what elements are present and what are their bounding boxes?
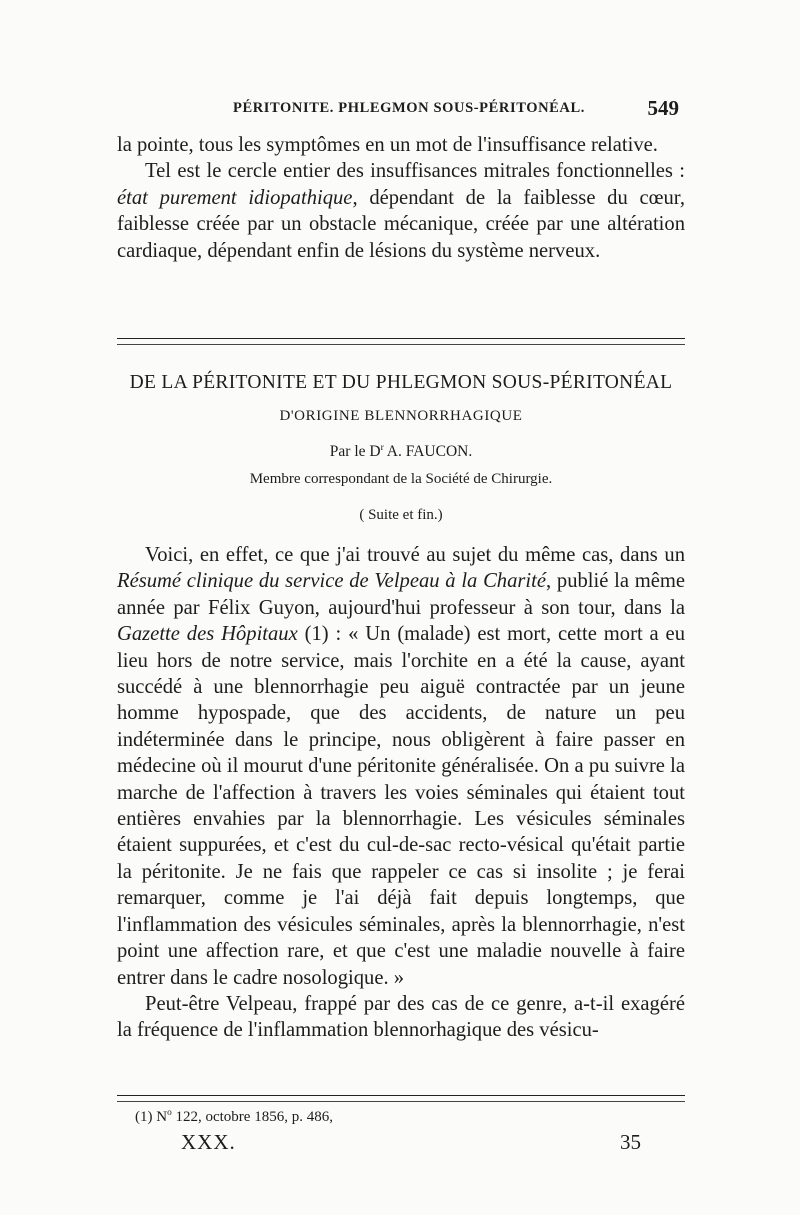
running-title: PÉRITONITE. PHLEGMON SOUS-PÉRITONÉAL. [233, 100, 586, 116]
paragraph: Peut-être Velpeau, frappé par des cas de ce genre, a-t-il exagéré la fréquence de l'inflammation blennorhagique des vésicu- [117, 992, 685, 1042]
italic-title: Résumé clinique du service de Velpeau à la Charité [117, 570, 547, 593]
top-paragraphs [117, 132, 685, 264]
section-divider [117, 338, 685, 345]
byline: Par le $D^r$ A. FAUCON. [329, 441, 473, 460]
italic-phrase: état purement idiopathique [117, 186, 353, 209]
signature-mark: XXX. [181, 1130, 236, 1154]
continuation-note: ( Suite et fin.) [359, 507, 443, 523]
running-head [117, 96, 685, 120]
paragraph: Voici, en effet, ce que j'ai trouvé au sujet du même cas, dans un Résumé clinique du service de Velpeau à la Charité, publié la même année par Félix Guyon, aujourd'hui professeur à son tour, dans la Gazette des Hôpitaux (1) : « Un (malade) est mort, cette mort a eu lieu hors de notre service, mais l'orchite en a été la cause, ayant succédé à une blennorrhagie peu aiguë contractée par un jeune homme hypospade, que des accidents, de nature un peu indéterminée dans le principe, nous obligèrent à faire passer en médecine où il mourut d'une péritonite généralisée. On a pu suivre la marche de l'affection à travers les voies séminales qui étaient tout entières envahies par la blennorrhagie. Les vésicules séminales étaient suppurées, et c'est du cul-de-sac recto-vésical qu'était partie la péritonite. Je ne fais que rappeler ce cas si insolite ; je ferai remarquer, comme je l'ai déjà fait depuis longtemps, que l'inflammation des vésicules séminales, après la blennorrhagie, n'est point une affection rare, et que c'est une maladie nouvelle à faire entrer dans le cadre nosologique. » [117, 544, 686, 989]
page-number: 549 [647, 96, 679, 120]
article-title: DE LA PÉRITONITE ET DU PHLEGMON SOUS-PÉRITONÉAL [129, 372, 673, 393]
footnote: (1) $N^o$ 122, octobre 1856, p. 486, [135, 1108, 333, 1125]
article-subtitle: D'ORIGINE BLENNORRHAGIQUE [279, 408, 523, 424]
affiliation: Membre correspondant de la Société de Chirurgie. [249, 471, 553, 487]
paragraph: la pointe, tous les symptômes en un mot de l'insuffisance relative. [117, 134, 658, 156]
paragraph: Tel est le cercle entier des insuffisances mitrales fonctionnelles : état purement idiopathique, dépendant de la faiblesse du cœur, faiblesse créée par un obstacle mécanique, créée par une altération cardiaque, dépendant enfin de lésions du système nerveux. [117, 160, 685, 262]
main-paragraphs [117, 542, 685, 1044]
signature-number: 35 [620, 1130, 641, 1154]
italic-title: Gazette des Hôpitaux [117, 623, 298, 646]
footnote-divider [117, 1095, 685, 1102]
